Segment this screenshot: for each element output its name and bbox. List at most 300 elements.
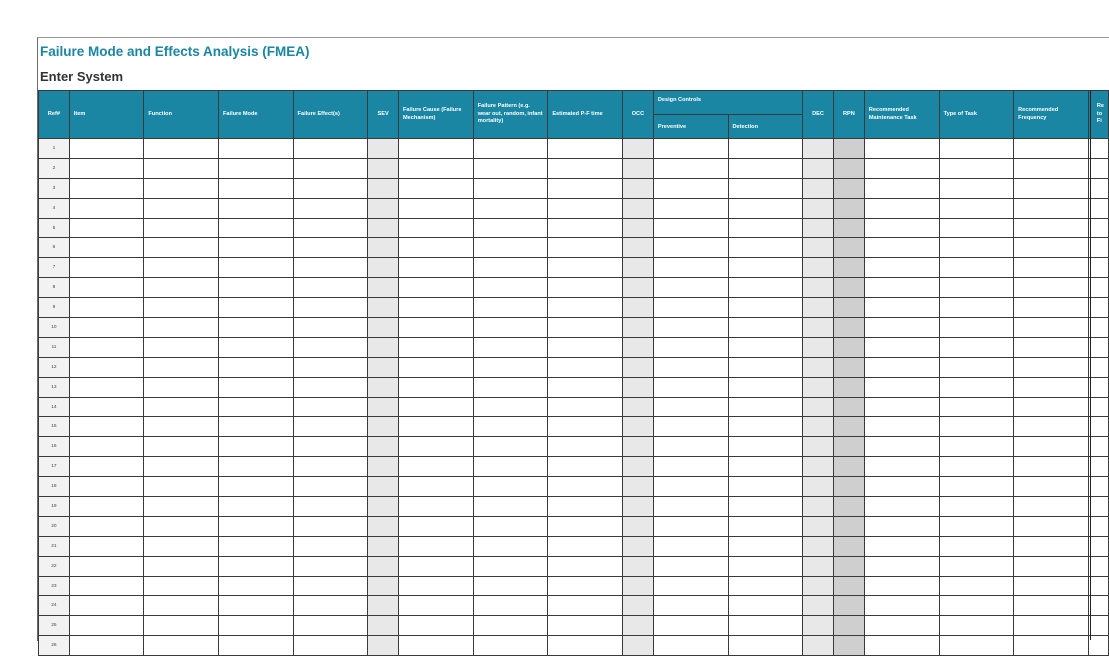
data-cell[interactable] <box>622 377 653 397</box>
data-cell[interactable] <box>293 238 368 258</box>
data-cell[interactable] <box>1088 278 1108 298</box>
data-cell[interactable] <box>144 218 219 238</box>
data-cell[interactable] <box>548 457 623 477</box>
data-cell[interactable] <box>864 139 939 159</box>
data-cell[interactable] <box>803 556 834 576</box>
data-cell[interactable] <box>368 516 399 536</box>
data-cell[interactable] <box>803 258 834 278</box>
data-cell[interactable] <box>293 278 368 298</box>
data-cell[interactable] <box>803 357 834 377</box>
data-cell[interactable] <box>653 497 728 517</box>
data-cell[interactable] <box>939 556 1014 576</box>
data-cell[interactable] <box>293 636 368 656</box>
data-cell[interactable] <box>368 298 399 318</box>
data-cell[interactable] <box>728 556 803 576</box>
data-cell[interactable] <box>939 497 1014 517</box>
data-cell[interactable] <box>218 497 293 517</box>
data-cell[interactable] <box>653 616 728 636</box>
data-cell[interactable] <box>473 457 548 477</box>
data-cell[interactable] <box>144 397 219 417</box>
data-cell[interactable] <box>864 536 939 556</box>
data-cell[interactable] <box>144 178 219 198</box>
data-cell[interactable] <box>1088 298 1108 318</box>
data-cell[interactable] <box>473 357 548 377</box>
data-cell[interactable] <box>548 636 623 656</box>
data-cell[interactable] <box>293 417 368 437</box>
data-cell[interactable] <box>622 318 653 338</box>
data-cell[interactable] <box>473 139 548 159</box>
data-cell[interactable] <box>473 258 548 278</box>
data-cell[interactable] <box>368 278 399 298</box>
data-cell[interactable] <box>803 158 834 178</box>
data-cell[interactable] <box>833 337 864 357</box>
data-cell[interactable] <box>728 298 803 318</box>
data-cell[interactable] <box>293 556 368 576</box>
data-cell[interactable] <box>1014 596 1089 616</box>
data-cell[interactable] <box>69 139 144 159</box>
data-cell[interactable] <box>293 357 368 377</box>
data-cell[interactable] <box>144 357 219 377</box>
data-cell[interactable] <box>1088 178 1108 198</box>
data-cell[interactable] <box>473 218 548 238</box>
data-cell[interactable] <box>728 417 803 437</box>
data-cell[interactable] <box>803 178 834 198</box>
data-cell[interactable] <box>144 596 219 616</box>
data-cell[interactable] <box>1088 397 1108 417</box>
data-cell[interactable] <box>653 238 728 258</box>
data-cell[interactable] <box>69 457 144 477</box>
data-cell[interactable] <box>218 397 293 417</box>
data-cell[interactable] <box>939 636 1014 656</box>
data-cell[interactable] <box>803 497 834 517</box>
data-cell[interactable] <box>293 337 368 357</box>
data-cell[interactable] <box>622 158 653 178</box>
data-cell[interactable] <box>653 178 728 198</box>
data-cell[interactable] <box>864 258 939 278</box>
data-cell[interactable] <box>864 178 939 198</box>
data-cell[interactable] <box>653 258 728 278</box>
data-cell[interactable] <box>803 218 834 238</box>
data-cell[interactable] <box>144 576 219 596</box>
data-cell[interactable] <box>1014 636 1089 656</box>
data-cell[interactable] <box>1014 417 1089 437</box>
data-cell[interactable] <box>803 397 834 417</box>
data-cell[interactable] <box>293 616 368 636</box>
data-cell[interactable] <box>473 417 548 437</box>
data-cell[interactable] <box>399 238 474 258</box>
data-cell[interactable] <box>399 397 474 417</box>
data-cell[interactable] <box>399 377 474 397</box>
data-cell[interactable] <box>728 616 803 636</box>
data-cell[interactable] <box>622 139 653 159</box>
data-cell[interactable] <box>548 497 623 517</box>
data-cell[interactable] <box>293 516 368 536</box>
data-cell[interactable] <box>864 357 939 377</box>
data-cell[interactable] <box>1088 477 1108 497</box>
data-cell[interactable] <box>473 377 548 397</box>
data-cell[interactable] <box>144 437 219 457</box>
data-cell[interactable] <box>399 497 474 517</box>
data-cell[interactable] <box>144 158 219 178</box>
data-cell[interactable] <box>548 218 623 238</box>
data-cell[interactable] <box>399 536 474 556</box>
data-cell[interactable] <box>548 417 623 437</box>
data-cell[interactable] <box>368 377 399 397</box>
data-cell[interactable] <box>1088 437 1108 457</box>
data-cell[interactable] <box>864 238 939 258</box>
data-cell[interactable] <box>473 536 548 556</box>
data-cell[interactable] <box>622 278 653 298</box>
data-cell[interactable] <box>368 536 399 556</box>
data-cell[interactable] <box>622 218 653 238</box>
data-cell[interactable] <box>728 596 803 616</box>
data-cell[interactable] <box>653 198 728 218</box>
data-cell[interactable] <box>622 298 653 318</box>
data-cell[interactable] <box>144 377 219 397</box>
data-cell[interactable] <box>803 457 834 477</box>
data-cell[interactable] <box>728 238 803 258</box>
data-cell[interactable] <box>1014 298 1089 318</box>
data-cell[interactable] <box>653 536 728 556</box>
data-cell[interactable] <box>653 556 728 576</box>
data-cell[interactable] <box>939 318 1014 338</box>
data-cell[interactable] <box>548 139 623 159</box>
data-cell[interactable] <box>653 298 728 318</box>
data-cell[interactable] <box>622 477 653 497</box>
data-cell[interactable] <box>939 417 1014 437</box>
data-cell[interactable] <box>218 457 293 477</box>
data-cell[interactable] <box>728 357 803 377</box>
data-cell[interactable] <box>728 497 803 517</box>
data-cell[interactable] <box>1014 516 1089 536</box>
data-cell[interactable] <box>622 516 653 536</box>
data-cell[interactable] <box>473 596 548 616</box>
data-cell[interactable] <box>1088 497 1108 517</box>
data-cell[interactable] <box>833 516 864 536</box>
data-cell[interactable] <box>1088 636 1108 656</box>
data-cell[interactable] <box>833 258 864 278</box>
data-cell[interactable] <box>144 198 219 218</box>
data-cell[interactable] <box>399 278 474 298</box>
data-cell[interactable] <box>144 238 219 258</box>
data-cell[interactable] <box>864 158 939 178</box>
data-cell[interactable] <box>473 616 548 636</box>
data-cell[interactable] <box>399 417 474 437</box>
data-cell[interactable] <box>833 556 864 576</box>
data-cell[interactable] <box>144 278 219 298</box>
data-cell[interactable] <box>622 357 653 377</box>
data-cell[interactable] <box>653 377 728 397</box>
data-cell[interactable] <box>548 437 623 457</box>
data-cell[interactable] <box>368 457 399 477</box>
data-cell[interactable] <box>218 318 293 338</box>
data-cell[interactable] <box>864 497 939 517</box>
data-cell[interactable] <box>728 576 803 596</box>
data-cell[interactable] <box>69 298 144 318</box>
data-cell[interactable] <box>833 238 864 258</box>
data-cell[interactable] <box>1088 576 1108 596</box>
data-cell[interactable] <box>833 596 864 616</box>
data-cell[interactable] <box>728 318 803 338</box>
data-cell[interactable] <box>218 337 293 357</box>
data-cell[interactable] <box>473 178 548 198</box>
data-cell[interactable] <box>144 516 219 536</box>
data-cell[interactable] <box>218 536 293 556</box>
data-cell[interactable] <box>1014 337 1089 357</box>
data-cell[interactable] <box>728 198 803 218</box>
data-cell[interactable] <box>833 158 864 178</box>
data-cell[interactable] <box>833 576 864 596</box>
data-cell[interactable] <box>368 139 399 159</box>
data-cell[interactable] <box>548 576 623 596</box>
data-cell[interactable] <box>368 596 399 616</box>
data-cell[interactable] <box>69 178 144 198</box>
data-cell[interactable] <box>833 477 864 497</box>
data-cell[interactable] <box>218 616 293 636</box>
data-cell[interactable] <box>864 198 939 218</box>
data-cell[interactable] <box>622 337 653 357</box>
data-cell[interactable] <box>368 437 399 457</box>
data-cell[interactable] <box>368 556 399 576</box>
data-cell[interactable] <box>218 377 293 397</box>
data-cell[interactable] <box>293 576 368 596</box>
data-cell[interactable] <box>399 437 474 457</box>
data-cell[interactable] <box>368 158 399 178</box>
data-cell[interactable] <box>548 477 623 497</box>
data-cell[interactable] <box>218 258 293 278</box>
data-cell[interactable] <box>368 357 399 377</box>
data-cell[interactable] <box>399 178 474 198</box>
data-cell[interactable] <box>1014 318 1089 338</box>
data-cell[interactable] <box>803 516 834 536</box>
data-cell[interactable] <box>69 318 144 338</box>
data-cell[interactable] <box>653 218 728 238</box>
data-cell[interactable] <box>144 298 219 318</box>
data-cell[interactable] <box>803 238 834 258</box>
data-cell[interactable] <box>939 437 1014 457</box>
data-cell[interactable] <box>728 516 803 536</box>
data-cell[interactable] <box>1014 536 1089 556</box>
data-cell[interactable] <box>653 278 728 298</box>
data-cell[interactable] <box>473 278 548 298</box>
data-cell[interactable] <box>803 318 834 338</box>
data-cell[interactable] <box>69 576 144 596</box>
data-cell[interactable] <box>218 636 293 656</box>
data-cell[interactable] <box>864 616 939 636</box>
data-cell[interactable] <box>803 636 834 656</box>
data-cell[interactable] <box>69 198 144 218</box>
data-cell[interactable] <box>864 596 939 616</box>
data-cell[interactable] <box>728 258 803 278</box>
data-cell[interactable] <box>548 397 623 417</box>
data-cell[interactable] <box>293 258 368 278</box>
data-cell[interactable] <box>218 198 293 218</box>
data-cell[interactable] <box>293 198 368 218</box>
data-cell[interactable] <box>833 139 864 159</box>
data-cell[interactable] <box>69 497 144 517</box>
data-cell[interactable] <box>368 417 399 437</box>
data-cell[interactable] <box>1088 556 1108 576</box>
data-cell[interactable] <box>728 377 803 397</box>
data-cell[interactable] <box>728 337 803 357</box>
data-cell[interactable] <box>622 437 653 457</box>
data-cell[interactable] <box>833 636 864 656</box>
data-cell[interactable] <box>833 357 864 377</box>
data-cell[interactable] <box>728 437 803 457</box>
data-cell[interactable] <box>368 238 399 258</box>
data-cell[interactable] <box>69 158 144 178</box>
data-cell[interactable] <box>939 298 1014 318</box>
data-cell[interactable] <box>218 238 293 258</box>
data-cell[interactable] <box>653 576 728 596</box>
data-cell[interactable] <box>218 158 293 178</box>
data-cell[interactable] <box>218 139 293 159</box>
data-cell[interactable] <box>1088 318 1108 338</box>
data-cell[interactable] <box>939 258 1014 278</box>
data-cell[interactable] <box>622 616 653 636</box>
data-cell[interactable] <box>728 636 803 656</box>
data-cell[interactable] <box>399 477 474 497</box>
data-cell[interactable] <box>803 278 834 298</box>
data-cell[interactable] <box>548 158 623 178</box>
data-cell[interactable] <box>1014 377 1089 397</box>
data-cell[interactable] <box>1014 258 1089 278</box>
data-cell[interactable] <box>473 238 548 258</box>
data-cell[interactable] <box>1014 238 1089 258</box>
data-cell[interactable] <box>548 178 623 198</box>
data-cell[interactable] <box>939 198 1014 218</box>
data-cell[interactable] <box>69 477 144 497</box>
data-cell[interactable] <box>399 337 474 357</box>
data-cell[interactable] <box>939 278 1014 298</box>
data-cell[interactable] <box>144 636 219 656</box>
data-cell[interactable] <box>293 497 368 517</box>
data-cell[interactable] <box>803 596 834 616</box>
data-cell[interactable] <box>69 377 144 397</box>
data-cell[interactable] <box>1088 596 1108 616</box>
data-cell[interactable] <box>1014 576 1089 596</box>
data-cell[interactable] <box>833 417 864 437</box>
data-cell[interactable] <box>803 616 834 636</box>
data-cell[interactable] <box>368 636 399 656</box>
data-cell[interactable] <box>399 457 474 477</box>
data-cell[interactable] <box>939 377 1014 397</box>
data-cell[interactable] <box>728 158 803 178</box>
data-cell[interactable] <box>69 437 144 457</box>
data-cell[interactable] <box>939 337 1014 357</box>
data-cell[interactable] <box>69 258 144 278</box>
data-cell[interactable] <box>803 298 834 318</box>
data-cell[interactable] <box>218 437 293 457</box>
data-cell[interactable] <box>939 238 1014 258</box>
data-cell[interactable] <box>728 178 803 198</box>
data-cell[interactable] <box>144 457 219 477</box>
data-cell[interactable] <box>69 397 144 417</box>
data-cell[interactable] <box>293 437 368 457</box>
data-cell[interactable] <box>218 278 293 298</box>
data-cell[interactable] <box>803 417 834 437</box>
data-cell[interactable] <box>864 417 939 437</box>
data-cell[interactable] <box>548 198 623 218</box>
data-cell[interactable] <box>399 198 474 218</box>
data-cell[interactable] <box>548 536 623 556</box>
data-cell[interactable] <box>653 397 728 417</box>
data-cell[interactable] <box>833 218 864 238</box>
data-cell[interactable] <box>399 318 474 338</box>
data-cell[interactable] <box>622 636 653 656</box>
data-cell[interactable] <box>1014 198 1089 218</box>
data-cell[interactable] <box>218 556 293 576</box>
data-cell[interactable] <box>144 258 219 278</box>
data-cell[interactable] <box>473 437 548 457</box>
data-cell[interactable] <box>548 516 623 536</box>
data-cell[interactable] <box>728 477 803 497</box>
data-cell[interactable] <box>399 218 474 238</box>
data-cell[interactable] <box>653 357 728 377</box>
data-cell[interactable] <box>864 337 939 357</box>
data-cell[interactable] <box>1088 218 1108 238</box>
data-cell[interactable] <box>473 477 548 497</box>
data-cell[interactable] <box>1014 457 1089 477</box>
data-cell[interactable] <box>864 516 939 536</box>
data-cell[interactable] <box>69 636 144 656</box>
data-cell[interactable] <box>473 556 548 576</box>
data-cell[interactable] <box>939 457 1014 477</box>
data-cell[interactable] <box>803 198 834 218</box>
data-cell[interactable] <box>864 278 939 298</box>
data-cell[interactable] <box>293 596 368 616</box>
data-cell[interactable] <box>1088 357 1108 377</box>
data-cell[interactable] <box>653 417 728 437</box>
data-cell[interactable] <box>1088 457 1108 477</box>
data-cell[interactable] <box>293 218 368 238</box>
data-cell[interactable] <box>69 218 144 238</box>
data-cell[interactable] <box>864 377 939 397</box>
data-cell[interactable] <box>939 596 1014 616</box>
data-cell[interactable] <box>622 258 653 278</box>
data-cell[interactable] <box>218 357 293 377</box>
data-cell[interactable] <box>548 238 623 258</box>
data-cell[interactable] <box>864 218 939 238</box>
data-cell[interactable] <box>293 397 368 417</box>
data-cell[interactable] <box>939 576 1014 596</box>
data-cell[interactable] <box>803 377 834 397</box>
data-cell[interactable] <box>728 139 803 159</box>
data-cell[interactable] <box>653 636 728 656</box>
data-cell[interactable] <box>833 178 864 198</box>
data-cell[interactable] <box>293 139 368 159</box>
data-cell[interactable] <box>548 337 623 357</box>
data-cell[interactable] <box>368 576 399 596</box>
data-cell[interactable] <box>399 576 474 596</box>
data-cell[interactable] <box>1014 556 1089 576</box>
data-cell[interactable] <box>833 397 864 417</box>
data-cell[interactable] <box>399 596 474 616</box>
data-cell[interactable] <box>548 616 623 636</box>
data-cell[interactable] <box>368 218 399 238</box>
data-cell[interactable] <box>368 477 399 497</box>
data-cell[interactable] <box>1088 258 1108 278</box>
data-cell[interactable] <box>218 516 293 536</box>
data-cell[interactable] <box>833 437 864 457</box>
data-cell[interactable] <box>864 636 939 656</box>
data-cell[interactable] <box>144 337 219 357</box>
data-cell[interactable] <box>368 337 399 357</box>
data-cell[interactable] <box>728 397 803 417</box>
data-cell[interactable] <box>548 318 623 338</box>
data-cell[interactable] <box>293 457 368 477</box>
data-cell[interactable] <box>548 596 623 616</box>
